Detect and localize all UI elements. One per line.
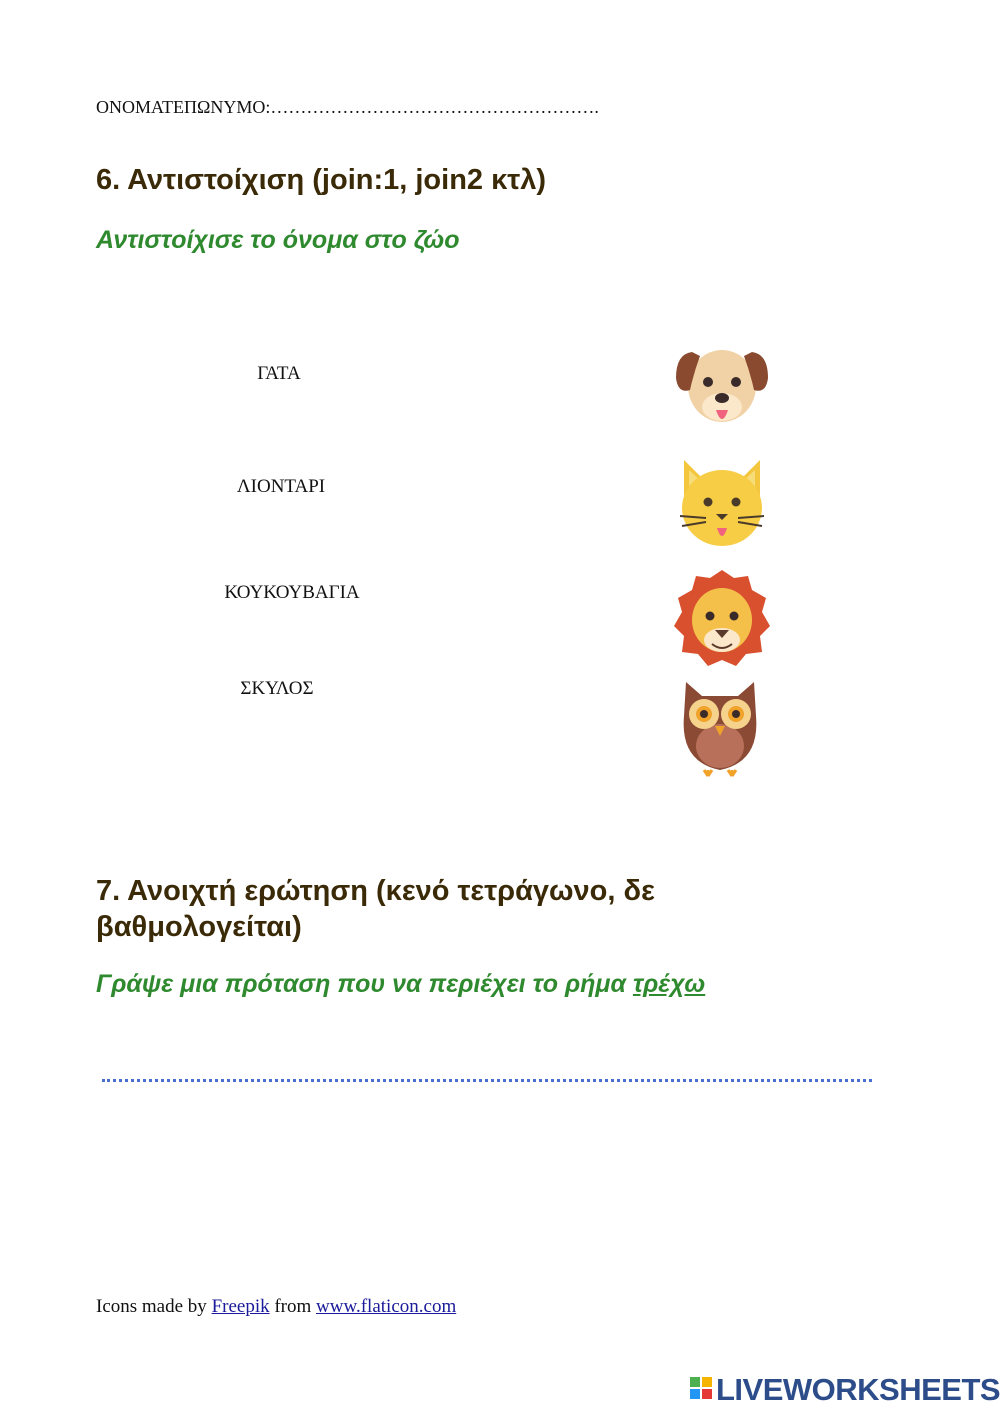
owl-icon[interactable]: [668, 676, 772, 780]
section-7-instruction: [96, 970, 705, 999]
match-word-cat[interactable]: ΓΑΤΑ: [257, 363, 301, 384]
icon-credits: [96, 1296, 456, 1318]
name-field-label: ΟΝΟΜΑΤΕΠΩΝΥΜΟ:……………………………………………….: [96, 97, 599, 117]
liveworksheets-logo[interactable]: [690, 1372, 1000, 1408]
answer-input[interactable]: [102, 1055, 872, 1082]
lion-icon[interactable]: [670, 566, 774, 670]
section-6-title: 6. Αντιστοίχιση (join:1, join2 κτλ): [96, 164, 546, 196]
flaticon-link[interactable]: www.flaticon.com: [316, 1296, 457, 1317]
cat-icon[interactable]: [670, 450, 774, 554]
verb-underlined: τρέχω: [632, 970, 706, 998]
dog-icon[interactable]: [670, 332, 774, 436]
match-word-owl[interactable]: ΚΟΥΚΟΥΒΑΓΙΑ: [224, 582, 360, 603]
instruction-text: Γράψε μια πρόταση που να περιέχει το ρήμα: [96, 970, 633, 998]
credits-middle: from: [269, 1296, 317, 1317]
section-6-instruction: Αντιστοίχισε το όνομα στο ζώο: [96, 226, 460, 254]
match-word-dog[interactable]: ΣΚΥΛΟΣ: [240, 678, 314, 699]
liveworksheets-logo-icon: [690, 1377, 712, 1404]
match-word-lion[interactable]: ΛΙΟΝΤΑΡΙ: [236, 476, 326, 497]
credits-prefix: Icons made by: [96, 1296, 212, 1317]
freepik-link[interactable]: Freepik: [211, 1296, 270, 1317]
brand-name: LIVEWORKSHEETS: [716, 1372, 1000, 1407]
section-7-title: 7. Ανοιχτή ερώτηση (κενό τετράγωνο, δε βαθμολογείται): [96, 875, 655, 943]
